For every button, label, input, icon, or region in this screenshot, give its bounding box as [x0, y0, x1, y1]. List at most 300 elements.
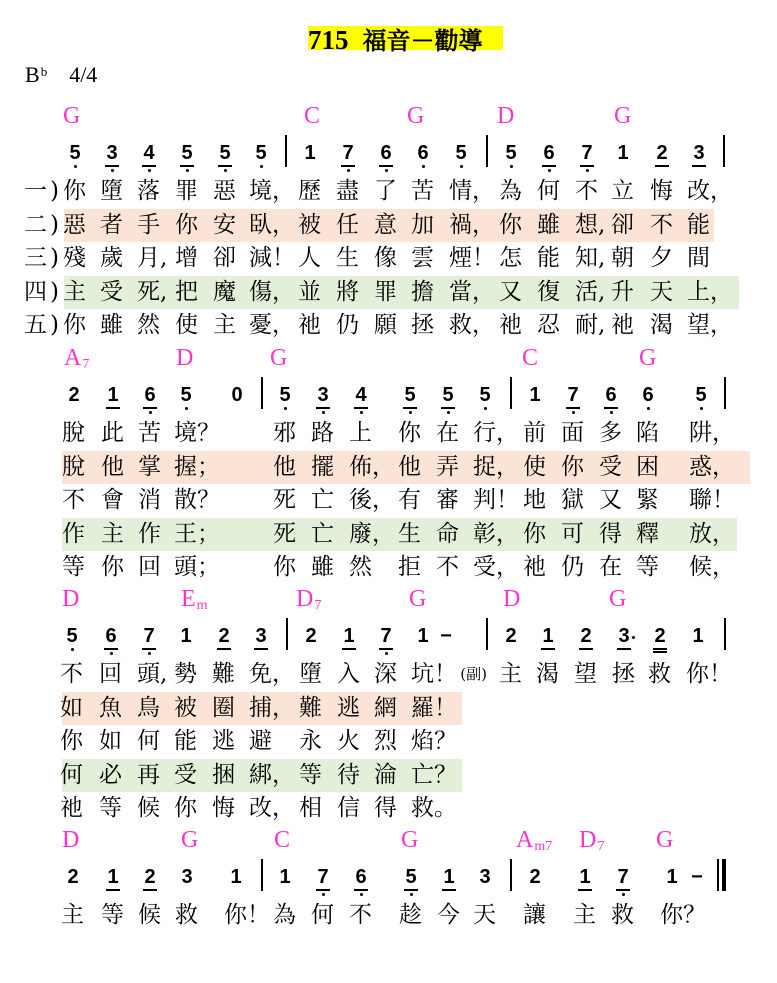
underline-beam — [218, 165, 232, 167]
barline — [724, 618, 726, 650]
lyric-line-verse-1 — [0, 658, 777, 691]
note-digit: 2 — [529, 866, 541, 888]
lyric-syllable: 你 — [63, 312, 86, 339]
barline — [510, 859, 512, 891]
lyric-syllable: 作 — [138, 520, 161, 547]
underline-beam — [692, 165, 706, 167]
note-digit: 5 — [695, 384, 707, 406]
chord-symbol — [409, 587, 426, 611]
chord-root: G — [656, 827, 674, 853]
lyric-syllable: 然 — [137, 312, 160, 339]
final-barline-thin — [717, 859, 719, 891]
lyric-line-verse-4 — [0, 276, 777, 309]
lyric-syllable: 勢 — [174, 661, 197, 687]
underline-beam — [379, 648, 393, 650]
augmentation-dot — [632, 636, 635, 639]
note-digit: 6 — [105, 625, 117, 647]
lyric-syllable: 面 — [561, 420, 584, 446]
chord-root: G — [181, 827, 199, 853]
lyric-syllable: 雖 — [537, 211, 560, 238]
chord-root: C — [304, 103, 321, 129]
note — [339, 626, 359, 660]
note — [576, 626, 596, 660]
underline-beam — [104, 648, 118, 650]
lyric-syllable: 仍 — [561, 554, 584, 581]
note-digit: 5 — [505, 142, 517, 164]
lyric-syllable: 能 — [174, 728, 197, 755]
note — [613, 867, 633, 901]
note — [62, 626, 82, 660]
note — [140, 867, 160, 901]
lyric-syllable: 回 — [138, 554, 161, 581]
chord-root: G — [407, 103, 425, 129]
flat-accidental: b — [40, 64, 48, 79]
chord-symbol — [63, 104, 80, 128]
lyric-syllable: 為 — [499, 178, 522, 204]
lyric-syllable: 得 — [374, 795, 397, 822]
lyric-syllable: 主 — [63, 278, 86, 305]
lyric-syllable: 加 — [411, 211, 434, 238]
note-digit: 2 — [144, 866, 156, 888]
lyric-syllable: 審 — [436, 487, 459, 514]
lyric-syllable: 趁 — [399, 902, 422, 928]
chord-root: G — [409, 586, 427, 612]
chord-root: D — [176, 345, 194, 371]
rest — [227, 385, 247, 419]
lyric-syllable: 回 — [99, 661, 122, 687]
lyric-syllable: 緊 — [636, 487, 659, 514]
low-octave-dot — [460, 165, 463, 168]
barline — [261, 377, 263, 409]
lyric-syllable: 等 — [101, 902, 124, 928]
lyric-syllable: 逃 — [337, 694, 360, 721]
note — [215, 143, 235, 177]
underline-beam — [442, 889, 456, 891]
note — [63, 867, 83, 901]
note-digit: 1 — [529, 384, 541, 406]
note-digit: 5 — [479, 384, 491, 406]
underline-beam — [217, 648, 231, 650]
lyric-syllable: 使 — [175, 312, 198, 339]
lyric-syllable: 將 — [336, 278, 359, 305]
low-octave-dot — [111, 169, 114, 172]
lyric-syllable: 擺 — [311, 453, 334, 480]
underline-beam — [580, 165, 594, 167]
note-digit: 2 — [218, 625, 230, 647]
note-digit: 5 — [405, 866, 417, 888]
note-digit: 3 — [106, 142, 118, 164]
note-digit: 6 — [605, 384, 617, 406]
lyric-syllable: 他 — [398, 453, 421, 480]
note-digit: 5 — [69, 142, 81, 164]
lyric-syllable: 為 — [273, 902, 296, 928]
lyric-syllable: 悔 — [212, 795, 235, 822]
note — [575, 867, 595, 901]
lyric-syllable: 祂 — [60, 795, 83, 822]
lyric-syllable: 死, — [137, 278, 168, 305]
low-octave-dot — [347, 169, 350, 172]
lyric-syllable: 復 — [537, 278, 560, 305]
lyric-syllable: 人 — [298, 245, 321, 272]
note — [563, 385, 583, 419]
chord-symbol — [503, 587, 520, 611]
note-digit: 1 — [579, 866, 591, 888]
underline-beam — [143, 889, 157, 891]
lyric-syllable: 祂 — [611, 312, 634, 339]
lyric-syllable: 弄 — [436, 453, 459, 480]
lyric-syllable: 再 — [137, 761, 160, 788]
lyric-line-verse-4 — [0, 759, 777, 792]
lyric-syllable: 阱， — [689, 420, 735, 446]
underline-beam — [541, 648, 555, 650]
lyric-syllable: 救。 — [411, 795, 457, 822]
note — [65, 143, 85, 177]
lyric-syllable: 歲 — [100, 245, 123, 272]
lyric-syllable: 深 — [374, 661, 397, 687]
note-digit: 3 — [181, 866, 193, 888]
lyric-syllable: 脫 — [62, 420, 85, 446]
lyric-syllable: 免， — [249, 661, 295, 687]
lyric-line-verse-5 — [0, 792, 777, 825]
note-digit: 2 — [68, 384, 80, 406]
note — [539, 143, 559, 177]
low-octave-dot — [360, 411, 363, 414]
lyric-syllable: 使 — [523, 453, 546, 480]
note-digit: 4 — [143, 142, 155, 164]
lyric-syllable: 脫 — [62, 453, 85, 480]
chord-root: D — [497, 103, 515, 129]
underline-beam — [579, 648, 593, 650]
lyric-syllable: 佈， — [349, 453, 395, 480]
lyric-syllable: 行， — [473, 420, 519, 446]
lyric-line-verse-2 — [0, 451, 777, 484]
barline — [261, 859, 263, 891]
lyric-syllable: 被 — [174, 694, 197, 721]
note — [103, 867, 123, 901]
note — [139, 143, 159, 177]
note-digit: 7 — [617, 866, 629, 888]
lyric-syllable: 散？ — [174, 487, 220, 514]
lyric-syllable: 你 — [561, 453, 584, 480]
lyric-syllable: 焰？ — [411, 728, 457, 755]
low-octave-dot — [186, 169, 189, 172]
lyric-syllable: 怎 — [499, 245, 522, 272]
underline-beam — [106, 889, 120, 891]
note-digit: 6 — [144, 384, 156, 406]
lyric-syllable: 祂 — [298, 312, 321, 339]
lyric-syllable: 等 — [299, 761, 322, 788]
underline-beam — [653, 651, 667, 653]
chord-symbol — [401, 828, 418, 852]
lyric-syllable: 何 — [137, 728, 160, 755]
lyric-syllable: 像 — [374, 245, 397, 272]
chord-root: C — [274, 827, 291, 853]
low-octave-dot — [74, 165, 77, 168]
lyric-syllable: 等 — [99, 795, 122, 822]
lyric-syllable: 命 — [436, 520, 459, 547]
low-octave-dot — [510, 165, 513, 168]
note — [501, 143, 521, 177]
chord-root: G — [401, 827, 419, 853]
underline-beam — [404, 889, 418, 891]
lyric-syllable: 境， — [249, 178, 295, 204]
lyric-syllable: 煙！ — [449, 245, 495, 272]
lyric-syllable: 等 — [636, 554, 659, 581]
note-digit: 5 — [255, 142, 267, 164]
lyric-syllable: 邪 — [273, 420, 296, 446]
lyric-syllable: 釋 — [636, 520, 659, 547]
lyric-syllable: 忍 — [537, 312, 560, 339]
chord-symbol — [62, 828, 79, 852]
lyric-syllable: 捕， — [249, 694, 295, 721]
low-octave-dot — [385, 169, 388, 172]
lyric-syllable: 今 — [437, 902, 460, 928]
underline-beam — [105, 165, 119, 167]
chord-symbol — [656, 828, 673, 852]
low-octave-dot — [548, 169, 551, 172]
lyric-syllable: 墮 — [100, 178, 123, 204]
lyric-line-verse-1 — [0, 899, 777, 932]
note — [601, 385, 621, 419]
note — [577, 143, 597, 177]
low-octave-dot — [322, 893, 325, 896]
note-digit: 0 — [231, 384, 243, 406]
lyric-syllable: 死 — [273, 520, 296, 547]
lyric-syllable: 獄 — [561, 487, 584, 514]
lyric-syllable: 禍， — [449, 211, 495, 238]
lyric-syllable: 你！ — [224, 902, 270, 928]
lyric-line-verse-5 — [0, 309, 777, 342]
note-digit: 5 — [219, 142, 231, 164]
note-digit: 7 — [317, 866, 329, 888]
lyric-syllable: 殘 — [63, 245, 86, 272]
lyric-syllable: 不 — [62, 487, 85, 514]
lyric-syllable: 受 — [599, 453, 622, 480]
note — [275, 867, 295, 901]
note — [439, 867, 459, 901]
note — [251, 143, 271, 177]
low-octave-dot — [484, 407, 487, 410]
lyric-syllable: 不 — [436, 554, 459, 581]
lyric-syllable: 多 — [599, 420, 622, 446]
note-digit: 3 — [317, 384, 329, 406]
note-digit: 3 — [255, 625, 267, 647]
note-digit: 1 — [666, 866, 678, 888]
lyric-syllable: 擔 — [411, 278, 434, 305]
barline — [723, 135, 725, 167]
lyric-syllable: 如 — [99, 728, 122, 755]
lyric-syllable: 天 — [650, 278, 673, 305]
note — [650, 626, 670, 660]
lyric-syllable: 任 — [336, 211, 359, 238]
underline-beam — [142, 165, 156, 167]
lyric-syllable: 雖 — [100, 312, 123, 339]
lyric-syllable: 雲 — [411, 245, 434, 272]
note-digit: 5 — [66, 625, 78, 647]
lyric-syllable: 廢， — [349, 520, 395, 547]
note — [475, 867, 495, 901]
chord-symbol — [296, 587, 321, 618]
chord-quality: m — [196, 598, 208, 613]
chord-symbol — [64, 346, 89, 377]
chord-quality: 7 — [82, 357, 90, 372]
lyric-syllable: 掌 — [138, 453, 161, 480]
lyric-syllable: 可 — [561, 520, 584, 547]
lyric-syllable: 卻 — [611, 211, 634, 238]
lyric-syllable: 又 — [499, 278, 522, 305]
time-signature: 4/4 — [69, 62, 98, 87]
low-octave-dot — [284, 407, 287, 410]
note — [177, 867, 197, 901]
lyric-syllable: 羅！ — [411, 694, 457, 721]
lyric-syllable: 卻 — [213, 245, 236, 272]
note — [438, 385, 458, 419]
note-digit: 1 — [279, 866, 291, 888]
chord-symbol — [522, 346, 538, 370]
lyric-syllable: 能 — [537, 245, 560, 272]
lyric-syllable: 難 — [299, 694, 322, 721]
underline-beam — [655, 165, 669, 167]
note — [538, 626, 558, 660]
lyric-syllable: 網 — [374, 694, 397, 721]
note — [338, 143, 358, 177]
lyric-syllable: 相 — [299, 795, 322, 822]
chord-root: D — [296, 586, 314, 612]
lyric-syllable: 亡？ — [411, 761, 457, 788]
lyric-syllable: 減！ — [249, 245, 295, 272]
note-digit: 6 — [380, 142, 392, 164]
lyric-syllable: 歷 — [298, 178, 321, 204]
lyric-syllable: 知, — [575, 245, 606, 272]
chord-root: E — [181, 586, 196, 612]
lyric-syllable: 你？ — [660, 902, 706, 928]
note — [688, 626, 708, 660]
lyric-syllable: 綁， — [249, 761, 295, 788]
low-octave-dot — [700, 407, 703, 410]
chord-root: G — [609, 586, 627, 612]
underline-beam — [566, 407, 580, 409]
underline-beam — [354, 407, 368, 409]
lyric-line-verse-3 — [0, 484, 777, 517]
underline-beam — [106, 407, 120, 409]
lyric-syllable: 候 — [137, 795, 160, 822]
lyric-syllable: 火 — [337, 728, 360, 755]
note — [300, 143, 320, 177]
note-digit: 2 — [656, 142, 668, 164]
chord-root: A — [516, 827, 534, 853]
lyric-syllable: 如 — [60, 694, 83, 721]
lyric-syllable: 雖 — [311, 554, 334, 581]
note — [251, 626, 271, 660]
lyric-syllable: 你 — [63, 178, 86, 204]
verse-number-label: 一) — [24, 178, 62, 204]
lyric-syllable: 主 — [101, 520, 124, 547]
note — [176, 626, 196, 660]
lyric-syllable: 把 — [175, 278, 198, 305]
underline-beam — [316, 889, 330, 891]
lyric-syllable: 升 — [611, 278, 634, 305]
low-octave-dot — [647, 407, 650, 410]
lyric-syllable: 你 — [174, 795, 197, 822]
lyric-syllable: 淪 — [374, 761, 397, 788]
note — [176, 385, 196, 419]
lyric-syllable: 捆 — [212, 761, 235, 788]
note-digit: 6 — [642, 384, 654, 406]
note — [614, 626, 634, 660]
lyric-syllable: 你 — [60, 728, 83, 755]
note-digit: 2 — [654, 625, 666, 647]
refrain-marker: (副) — [460, 665, 487, 683]
lyric-syllable: 改， — [687, 178, 733, 204]
lyric-syllable: 不 — [650, 211, 673, 238]
lyric-syllable: 生 — [336, 245, 359, 272]
chord-root: A — [64, 345, 82, 371]
lyric-syllable: 惡 — [213, 178, 236, 204]
barline — [486, 618, 488, 650]
note — [177, 143, 197, 177]
chord-symbol — [181, 828, 198, 852]
lyric-syllable: 立 — [611, 178, 634, 204]
lyric-syllable: 鳥 — [137, 694, 160, 721]
hymn-title — [308, 25, 503, 55]
lyric-syllable: 間 — [687, 245, 710, 272]
note-digit: 1 — [542, 625, 554, 647]
hymn-title-text: 福音－勸導 — [362, 27, 483, 55]
underline-beam — [316, 407, 330, 409]
note — [501, 626, 521, 660]
lyric-syllable: 傷， — [249, 278, 295, 305]
lyric-syllable: 亡 — [311, 520, 334, 547]
chord-symbol — [304, 104, 320, 128]
lyric-line-verse-3 — [0, 725, 777, 758]
lyric-syllable: 後， — [349, 487, 395, 514]
chord-symbol — [270, 346, 287, 370]
lyric-syllable: 意 — [374, 211, 397, 238]
note-digit: 5 — [442, 384, 454, 406]
note-digit: 1 — [304, 142, 316, 164]
low-octave-dot — [149, 411, 152, 414]
note-digit: 1 — [443, 866, 455, 888]
underline-beam — [341, 165, 355, 167]
note-digit: 3 — [693, 142, 705, 164]
lyric-syllable: 情， — [449, 178, 495, 204]
low-octave-dot — [610, 411, 613, 414]
sustain-dash — [436, 626, 456, 660]
lyric-syllable: 何 — [537, 178, 560, 204]
verse-number-label: 二) — [24, 211, 62, 238]
lyric-syllable: 判！ — [473, 487, 519, 514]
final-barline-thick — [722, 859, 726, 891]
lyric-syllable: 王； — [174, 520, 220, 547]
low-octave-dot — [586, 169, 589, 172]
lyric-syllable: 避 — [249, 728, 272, 755]
barline — [285, 135, 287, 167]
chord-root: G — [270, 345, 288, 371]
underline-beam — [617, 648, 631, 650]
lyric-syllable: 放， — [689, 520, 735, 547]
lyric-syllable: 安 — [213, 211, 236, 238]
lyric-syllable: 上， — [687, 278, 733, 305]
note-digit: 7 — [143, 625, 155, 647]
lyric-syllable: 夕 — [650, 245, 673, 272]
verse-number-label: 四) — [24, 278, 62, 305]
note — [662, 867, 682, 901]
note — [214, 626, 234, 660]
verse-number-label: 五) — [24, 312, 62, 339]
lyric-syllable: 難 — [212, 661, 235, 687]
note — [313, 385, 333, 419]
chord-symbol — [639, 346, 656, 370]
